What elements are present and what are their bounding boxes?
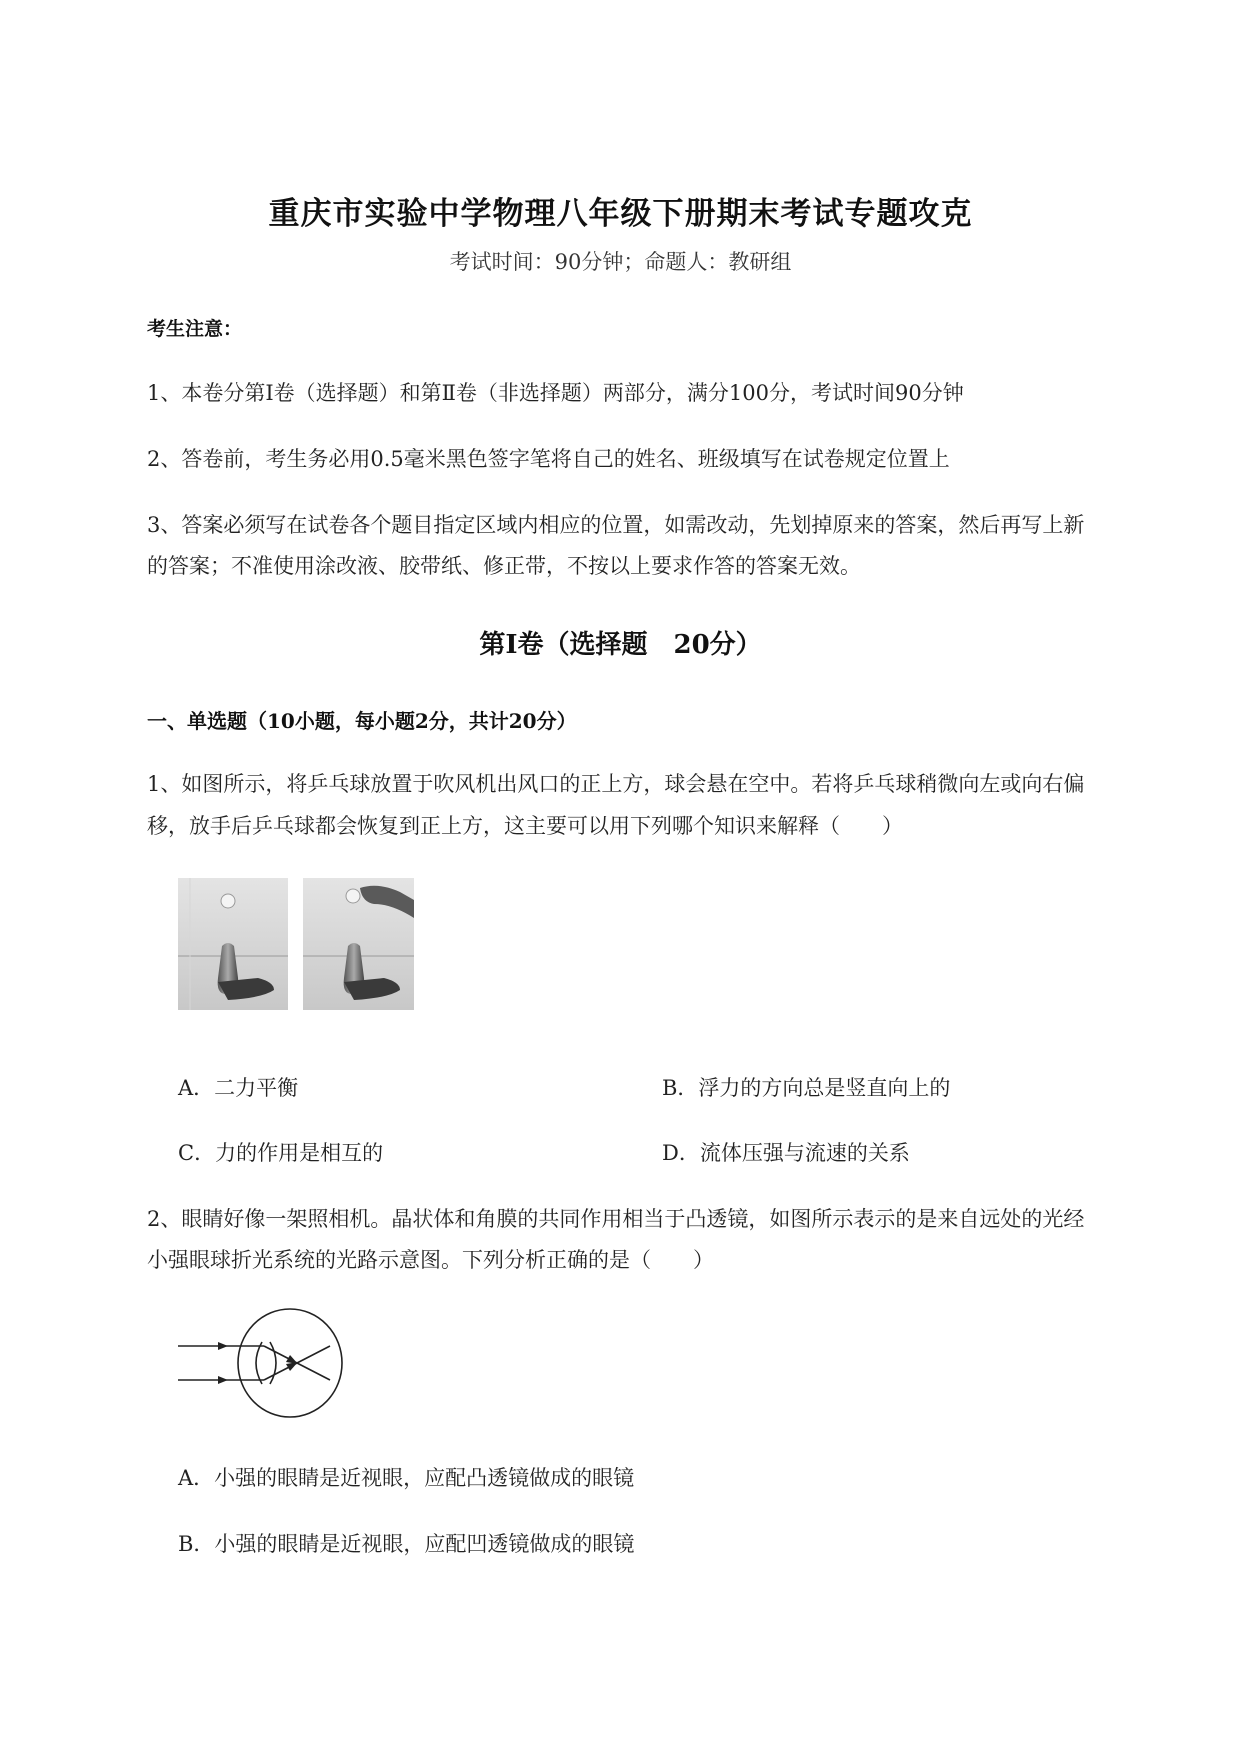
question-1-option-b[interactable]: B．浮力的方向总是竖直向上的 [662,1076,951,1100]
question-2-option-a[interactable]: A．小强的眼睛是近视眼，应配凸透镜做成的眼镜 [178,1466,635,1490]
exam-info: 考试时间：90分钟；命题人：教研组 [449,250,792,274]
page-title: 重庆市实验中学物理八年级下册期末考试专题攻克 [268,196,973,232]
eye-light-path-figure [178,1306,344,1420]
question-1-option-d[interactable]: D．流体压强与流速的关系 [662,1141,910,1165]
notice-item: 2、答卷前，考生务必用0.5毫米黑色签字笔将自己的姓名、班级填写在试卷规定位置上 [147,447,950,471]
arrow-icon [218,1342,228,1350]
cornea-lens-left [256,1342,262,1384]
section-subheading: 一、单选题（10小题，每小题2分，共计20分） [147,709,577,733]
question-1-stem-continued: 移，放手后乒乓球都会恢复到正上方，这主要可以用下列哪个知识来解释（ ） [147,814,903,838]
question-1-option-a[interactable]: A．二力平衡 [178,1076,299,1100]
notice-heading: 考生注意： [147,318,243,340]
arrow-icon [286,1362,298,1371]
question-2-stem: 2、眼睛好像一架照相机。晶状体和角膜的共同作用相当于凸透镜，如图所示表示的是来自远处的光经 [147,1207,1085,1231]
figure-panel-right [303,878,414,1010]
figure-panel-left [178,878,288,1010]
question-2-stem-continued: 小强眼球折光系统的光路示意图。下列分析正确的是（ ） [147,1248,714,1272]
hair-dryer-ping-pong-figure [178,878,414,1010]
question-1-stem: 1、如图所示，将乒乓球放置于吹风机出风口的正上方，球会悬在空中。若将乒乓球稍微向左或向右偏 [147,772,1085,796]
notice-item: 3、答案必须写在试卷各个题目指定区域内相应的位置，如需改动，先划掉原来的答案，然后再写上新 [147,513,1085,537]
question-2-option-b[interactable]: B．小强的眼睛是近视眼，应配凹透镜做成的眼镜 [178,1532,635,1556]
question-1-option-c[interactable]: C．力的作用是相互的 [178,1141,384,1165]
notice-item-continued: 的答案；不准使用涂改液、胶带纸、修正带，不按以上要求作答的答案无效。 [147,554,861,578]
notice-item: 1、本卷分第I卷（选择题）和第Ⅱ卷（非选择题）两部分，满分100分，考试时间90分钟 [147,381,964,405]
arrow-icon [218,1376,228,1384]
eyeball-outline [238,1309,342,1417]
cornea-lens-right [270,1342,276,1384]
section-title: 第I卷（选择题 20分） [479,630,762,660]
